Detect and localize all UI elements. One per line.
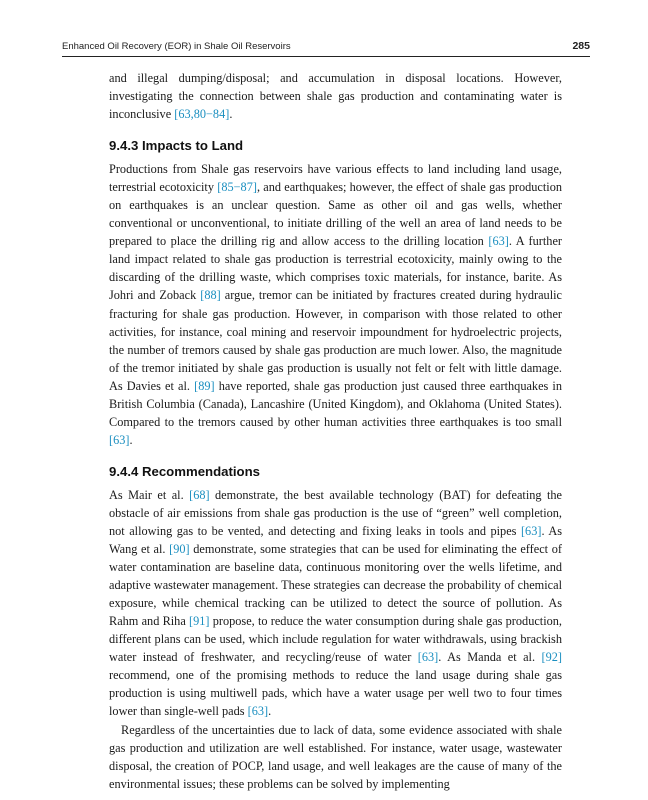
text-run: , and earthquakes; however, the effect of shale gas production on earthquakes is an unclear question. Same as other oil and gas wells, whether conventional or unconventional, to initiate drilling of the well an area of land needs to be prepared to place the drilling rig and allow access to the drilling location [109, 180, 562, 249]
citation-link[interactable]: [92] [541, 650, 562, 665]
citation-link[interactable]: [63] [488, 234, 509, 249]
section-heading-recommendations: 9.4.4 Recommendations [109, 463, 260, 479]
body-text [109, 69, 562, 793]
citation-link[interactable]: [63] [520, 523, 542, 538]
text-run: . As Manda et al. [438, 650, 542, 665]
text-run: argue, tremor can be initiated by fractures created during hydraulic fracturing for shale gas production. However, in comparison with those related to other activities, for instance, coal mining and reservoir impoundment for hydroelectric projects, the number of tremors caused by shale gas production are much lower. Also, the magnitude of the tremor initiated by shale gas production is usually not felt or felt with little damage. As Davies et al. [109, 288, 562, 393]
text-run: . As Wang et al. [109, 523, 563, 557]
citation-link[interactable]: [88] [200, 288, 221, 303]
text-run: . [268, 704, 272, 719]
running-header [62, 40, 590, 57]
citation-link[interactable]: [63] [109, 432, 130, 447]
citation-link[interactable]: [63] [247, 704, 269, 719]
text-run: As Mair et al. [109, 487, 190, 502]
text-run: propose, to reduce the water consumption during shale gas production, different plans can be used, which include regulation for water withdrawals, using brackish water instead of freshwater, and recycling/reuse of water [109, 614, 563, 665]
citation-link[interactable]: [90] [169, 542, 190, 557]
text-run: Regardless of the uncertainties due to lack of data, some evidence associated with shale gas production and utilization are well established. For instance, water usage, wastewater disposal, the creation of POCP, land usage, and well leakages are the cause of many of the environmental issues; these problems can be solved by implementing [109, 722, 562, 791]
paragraph-recommendations [109, 486, 562, 721]
citation-link[interactable]: [85−87] [217, 180, 257, 195]
text-run: have reported, shale gas production just caused three earthquakes in British Columbia (Canada), Lancashire (United Kingdom), and Oklahoma (United States). Compared to the tremors caused by other human activities three earthquakes is too small [109, 378, 562, 429]
text-run: . [229, 107, 233, 122]
citation-link[interactable]: [91] [189, 614, 210, 629]
text-run: . A further land impact related to shale gas production is terrestrial ecotoxicity, mainly owing to the discarding of the drilling waste, which comprises toxic materials, for instance, barite. As Johri and Zoback [109, 234, 563, 303]
running-title: Enhanced Oil Recovery (EOR) in Shale Oil Reservoirs [62, 41, 291, 52]
text-run: demonstrate, some strategies that can be used for eliminating the effect of water contamination are baseline data, continuous monitoring over the wells lifetime, and adaptive wastewater management. These strategies can decrease the probability of chemical exposure, while chemical tracking can be utilized to detect the source of pollution. As Rahm and Riha [109, 542, 562, 629]
text-run: Productions from Shale gas reservoirs have various effects to land including land usage, terrestrial ecotoxicity [109, 162, 562, 195]
text-run: demonstrate, the best available technology (BAT) for defeating the obstacle of air emissions from shale gas production is the use of “green” well completion, not allowing gas to be vented, and detecting and fixing leaks in tools and pipes [109, 487, 562, 538]
text-run: recommend, one of the promising methods to reduce the land usage during shale gas production is using multiwell pads, which have a water usage per well two to four times lower than single-well pads [109, 668, 562, 719]
paragraph-regardless [109, 721, 562, 793]
paragraph-impacts-to-land [109, 160, 562, 449]
citation-link[interactable]: [63,80−84] [174, 107, 230, 122]
citation-link[interactable]: [68] [189, 487, 210, 502]
citation-link[interactable]: [89] [194, 378, 215, 393]
text-run: and illegal dumping/disposal; and accumulation in disposal locations. However, investigating the connection between shale gas production and contaminating water is inconclusive [109, 71, 562, 122]
section-heading-impacts-to-land: 9.4.3 Impacts to Land [109, 138, 244, 154]
citation-link[interactable]: [63] [417, 650, 439, 665]
text-run: . [129, 432, 133, 447]
page-number: 285 [572, 40, 590, 52]
paragraph-continued [109, 69, 562, 123]
